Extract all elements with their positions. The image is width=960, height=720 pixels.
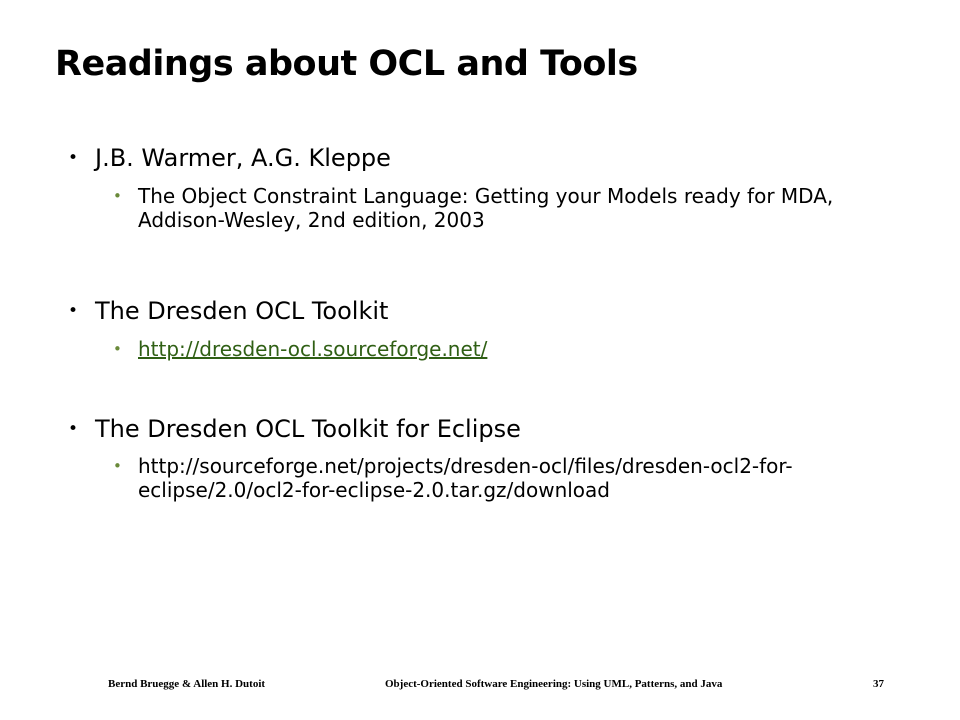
- sub-bullet-ocl-book: [113, 184, 898, 232]
- bullet-dresden-eclipse: [68, 415, 928, 443]
- footer-page-number: 37: [873, 678, 884, 690]
- sub-bullet-text: The Object Constraint Language: Getting your Models ready for MDA, Addison-Wesley, 2nd edition, 2003: [138, 184, 834, 232]
- bullet-text: The Dresden OCL Toolkit: [95, 297, 389, 325]
- bullet-dot-icon: •: [68, 301, 79, 321]
- dresden-ocl-link[interactable]: http://dresden-ocl.sourceforge.net/: [138, 337, 488, 361]
- bullet-text: J.B. Warmer, A.G. Kleppe: [95, 144, 391, 172]
- sub-bullet-dot-icon: •: [113, 187, 122, 205]
- footer-authors: Bernd Bruegge & Allen H. Dutoit: [108, 678, 266, 690]
- bullet-dresden-ocl-toolkit: [68, 297, 928, 325]
- bullet-text: The Dresden OCL Toolkit for Eclipse: [95, 415, 521, 443]
- sub-bullet-dot-icon: •: [113, 340, 122, 358]
- slide-title: Readings about OCL and Tools: [55, 44, 638, 84]
- bullet-dot-icon: •: [68, 148, 79, 168]
- sub-bullet-dresden-link: [113, 337, 898, 361]
- bullet-dot-icon: •: [68, 419, 79, 439]
- bullet-warmer-kleppe: [68, 144, 928, 172]
- sub-bullet-text: http://sourceforge.net/projects/dresden-ocl/files/dresden-ocl2-for-eclipse/2.0/ocl2-for-eclipse-2.0.tar.gz/download: [138, 454, 793, 502]
- footer-book-title: Object-Oriented Software Engineering: Using UML, Patterns, and Java: [385, 678, 723, 690]
- bullet-list: [68, 144, 928, 502]
- sub-bullet-dot-icon: •: [113, 457, 122, 475]
- sub-bullet-eclipse-download: [113, 454, 898, 502]
